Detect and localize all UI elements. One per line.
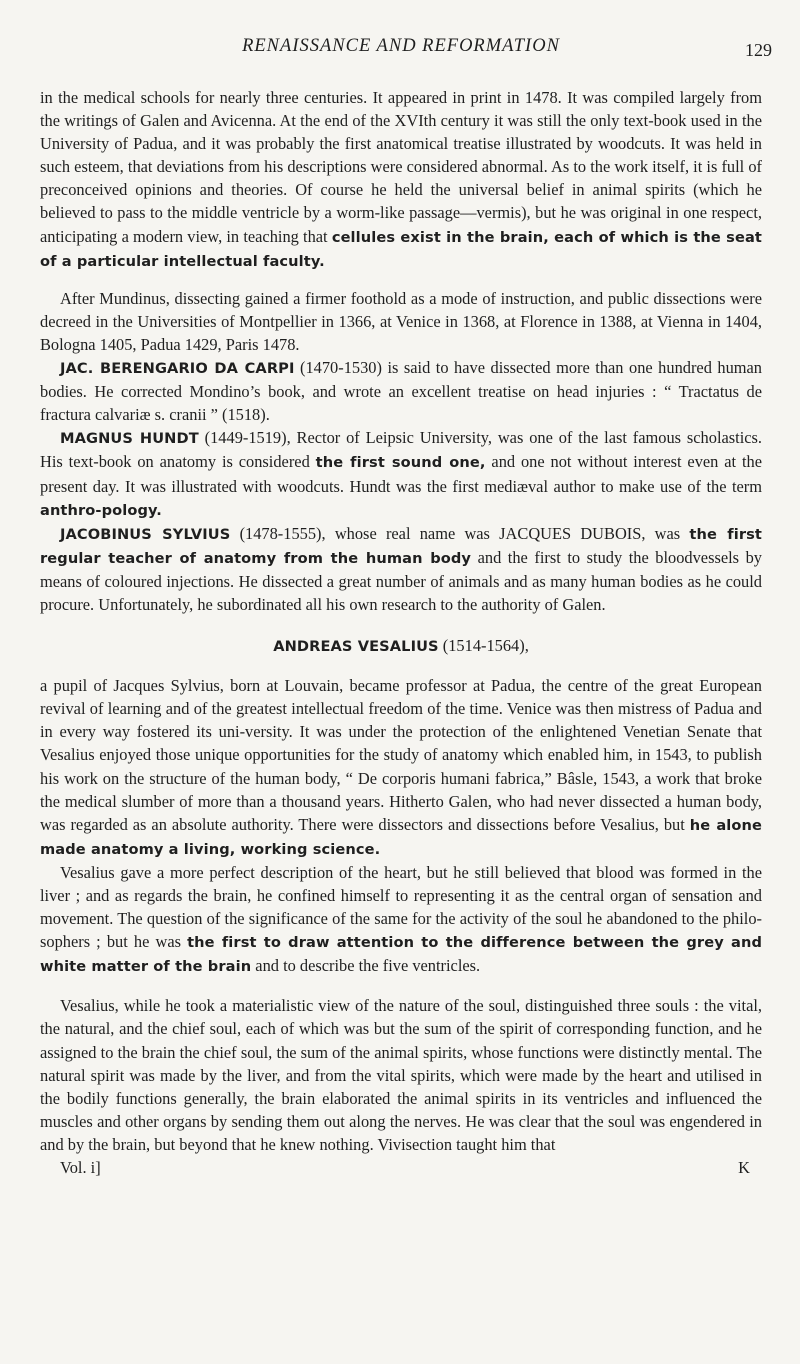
text-run: in the medical schools for nearly three centuries. It appeared in print in 1478. It was compiled largely from the writings of Galen and Avicenna. At the end of the XVIth century it was still the only text-book used in the University of Padua, and it was probably the first anatomical treatise illustrated by woodcuts. It was held in such esteem, that deviations from his descriptions were considered abnormal. As to the work itself, it is full of preconceived opinions and theories. Of course he held the universal belief in animal spirits (which he believed to pass to the middle ventricle by a worm-like passage—vermis), but he was original in one respect, anticipating a modern view, in teaching that [40, 88, 762, 246]
text-run: After Mundinus, dissecting gained a firmer foothold as a mode of instruction, and public dissections were decreed in the Universities of Montpellier in 1366, at Venice in 1368, at Florence in 1388, at Vienna in 1404, Bologna 1405, Padua 1429, Paris 1478. [40, 288, 762, 354]
text-run: and the first to study the bloodvessels by means of coloured injections. He dissected a great number of animals and as many human bodies as he could procure. Unfortunately, he subordinated all his own research to the authority of Galen. [40, 547, 762, 614]
paragraph-sylvius [40, 522, 762, 616]
person-name: ANDREAS VESALIUS [273, 638, 439, 656]
emphasis-run: the first regular teacher of anatomy from the human body [40, 525, 762, 567]
paragraph-vesalius-padua [40, 674, 762, 861]
text-run: Vesalius, while he took a materialistic view of the nature of the soul, distinguished three souls : the vital, the natural, and the chief soul, each of which was but the sum of the spirit of corresponding function, and he assigned to the brain the chief soul, the sum of the animal spirits, whose functions were distinctly mental. The natural spirit was made by the liver, and from the vital spirits, which were made by the heart and utilised in the bodily functions generally, the brain elaborated the animal spirits in its ventricles and influenced the muscles and other organs by sending them out along the nerves. He was clear that the soul was engendered in and by the brain, but beyond that he knew nothing. Vivisection taught him that [40, 996, 762, 1154]
page-body [40, 86, 762, 1179]
person-name: JACOBINUS SYLVIUS [60, 525, 231, 543]
text-run: (1514-1564), [438, 636, 529, 656]
paragraph-vesalius-heart [40, 861, 762, 978]
running-title: RENAISSANCE AND REFORMATION [242, 36, 560, 56]
emphasis-run: anthro-pology. [40, 501, 162, 519]
text-run: and to describe the five ventricles. [251, 956, 481, 976]
person-name: MAGNUS HUNDT [60, 430, 199, 448]
text-run: (1449-1519), Rector of Leipsic University, was one of the last famous scholastics. His text-book on anatomy is considered [40, 428, 763, 472]
emphasis-run: the first to draw attention to the difference between the grey and white matter of the brain [40, 934, 762, 976]
signature-mark: K [738, 1158, 750, 1178]
page-footer [40, 1156, 762, 1179]
page [40, 0, 772, 1178]
paragraph-berengario [40, 356, 762, 426]
emphasis-run: cellules exist in the brain, each of which is the seat of a particular intellectual faculty. [40, 228, 762, 270]
text-run: a pupil of Jacques Sylvius, born at Louvain, became professor at Padua, the centre of the great European revival of learning and of the greatest intellectual freedom of the time. Venice was then mistress of Padua and in every way fostered its uni-versity. It was under the protection of the enlightened Venetian Senate that Vesalius enjoyed those unique opportunities for the study of anatomy which enabled him, in 1543, to publish his work on the structure of the human body, “ De corporis humani fabrica,” Bâsle, 1543, a work that broke the medical slumber of more than a thousand years. Hitherto Galen, who had never dissected a human body, was regarded as an absolute authority. There were dissectors and dissections before Vesalius, but [40, 676, 762, 834]
emphasis-run: the first sound one, [315, 454, 486, 472]
page-header [40, 0, 772, 60]
emphasis-run: he alone made anatomy a living, working science. [40, 816, 762, 858]
text-run: Vesalius gave a more perfect description of the heart, but he still believed that blood was formed in the liver ; and as regards the brain, he confined himself to representing it as the central organ of sensation and movement. The question of the significance of the same for the activity of the soul he abandoned to the philo-sophers ; but he was [40, 862, 762, 952]
paragraph-three-souls [40, 994, 762, 1156]
text-run: and one not without interest even at the present day. It was illustrated with woodcuts. Hundt was the first mediæval author to make use of the term [40, 452, 762, 496]
paragraph-mundinus [40, 86, 762, 273]
person-name: JAC. BERENGARIO DA CARPI [60, 360, 295, 378]
section-heading-vesalius [40, 634, 762, 658]
paragraph-public-dissections [40, 287, 762, 356]
paragraph-hundt [40, 426, 762, 521]
page-number: 129 [745, 40, 772, 60]
text-run: (1470-1530) is said to have dissected more than one hundred human bodies. He corrected Mondino’s book, and wrote an excellent treatise on head injuries : “ Tractatus de fractura calvariæ s. cranii ” (1518). [40, 358, 763, 425]
volume-mark: Vol. i] [60, 1158, 101, 1178]
text-run: (1478-1555), whose real name was JACQUES DUBOIS, was [230, 523, 690, 543]
